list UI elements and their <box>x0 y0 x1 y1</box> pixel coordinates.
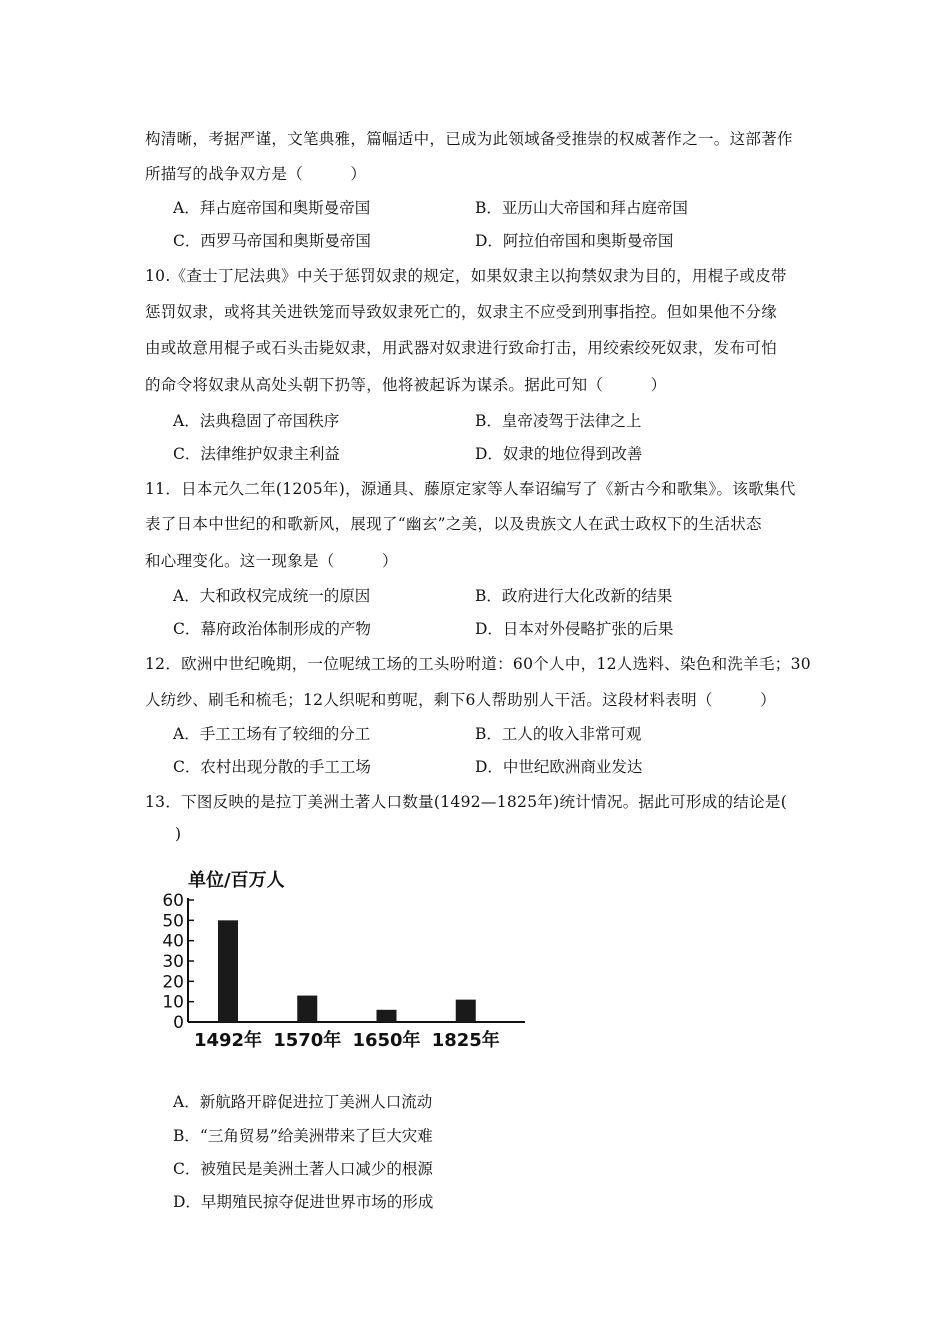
bar <box>218 920 238 1022</box>
y-tick-label: 40 <box>162 931 184 952</box>
q12-option-b[interactable]: B．工人的收入非常可观 <box>475 725 642 743</box>
q10-option-b[interactable]: B．皇帝凌驾于法律之上 <box>475 412 642 430</box>
y-tick-label: 50 <box>162 911 184 932</box>
q9-line-1: 构清晰，考据严谨，文笔典雅，篇幅适中，已成为此领域备受推崇的权威著作之一。这部著作 <box>145 130 793 148</box>
q13-option-d[interactable]: D．早期殖民掠夺促进世界市场的形成 <box>173 1193 434 1211</box>
q13-line-2: ) <box>175 825 182 843</box>
q10-option-d[interactable]: D．奴隶的地位得到改善 <box>475 445 643 463</box>
y-tick-label: 20 <box>162 972 184 993</box>
x-tick-label: 1650年 <box>352 1030 421 1051</box>
q12-line-1: 12．欧洲中世纪晚期，一位呢绒工场的工头吩咐道：60个人中，12人选料、染色和洗羊毛；30 <box>145 655 811 673</box>
q11-option-c[interactable]: C．幕府政治体制形成的产物 <box>173 620 371 638</box>
q9-option-a[interactable]: A．拜占庭帝国和奥斯曼帝国 <box>173 199 371 217</box>
q10-line-2: 惩罚奴隶，或将其关进铁笼而导致奴隶死亡的，奴隶主不应受到刑事指控。但如果他不分缘 <box>145 303 778 321</box>
bar <box>456 1000 476 1022</box>
q11-line-2: 表了日本中世纪的和歌新风，展现了“幽玄”之美，以及贵族文人在武士政权下的生活状态 <box>145 515 762 533</box>
q9-line-2: 所描写的战争双方是（ ） <box>145 165 367 183</box>
q11-option-b[interactable]: B．政府进行大化改新的结果 <box>475 587 673 605</box>
q12-option-c[interactable]: C．农村出现分散的手工工场 <box>173 758 371 776</box>
q10-line-3: 由或故意用棍子或石头击毙奴隶，用武器对奴隶进行致命打击，用绞索绞死奴隶，发布可怕 <box>145 339 778 357</box>
q9-option-c[interactable]: C．西罗马帝国和奥斯曼帝国 <box>173 232 371 250</box>
q11-option-d[interactable]: D．日本对外侵略扩张的后果 <box>475 620 674 638</box>
x-tick-label: 1570年 <box>273 1030 342 1051</box>
y-tick-label: 10 <box>162 992 184 1013</box>
q13-option-b[interactable]: B．“三角贸易”给美洲带来了巨大灾难 <box>173 1127 433 1145</box>
q12-line-2: 人纺纱、刷毛和梳毛；12人织呢和剪呢，剩下6人帮助别人干活。这段材料表明（ ） <box>145 691 776 709</box>
x-tick-label: 1825年 <box>431 1030 500 1051</box>
q9-option-d[interactable]: D．阿拉伯帝国和奥斯曼帝国 <box>475 232 674 250</box>
q11-line-1: 11．日本元久二年(1205年)，源通具、藤原定家等人奉诏编写了《新古今和歌集》。该歌集代 <box>145 480 796 498</box>
chart-title: 单位/百万人 <box>188 870 285 891</box>
q11-line-3: 和心理变化。这一现象是（ ） <box>145 552 398 570</box>
population-bar-chart <box>160 860 540 1060</box>
q11-option-a[interactable]: A．大和政权完成统一的原因 <box>173 587 371 605</box>
q12-option-a[interactable]: A．手工工场有了较细的分工 <box>173 725 371 743</box>
x-tick-label: 1492年 <box>193 1030 263 1051</box>
q10-line-4: 的命令将奴隶从高处头朝下扔等，他将被起诉为谋杀。据此可知（ ） <box>145 376 667 394</box>
q10-option-a[interactable]: A．法典稳固了帝国秩序 <box>173 412 340 430</box>
q13-option-a[interactable]: A．新航路开辟促进拉丁美洲人口流动 <box>173 1093 433 1111</box>
y-tick-label: 30 <box>162 952 184 972</box>
y-tick-label: 60 <box>162 891 184 911</box>
q9-option-b[interactable]: B．亚历山大帝国和拜占庭帝国 <box>475 199 688 217</box>
bar <box>297 996 317 1022</box>
q13-option-c[interactable]: C．被殖民是美洲土著人口减少的根源 <box>173 1160 433 1178</box>
q10-line-1: 10.《查士丁尼法典》中关于惩罚奴隶的规定，如果奴隶主以拘禁奴隶为目的，用棍子或皮带 <box>145 267 787 285</box>
y-tick-label: 0 <box>173 1013 184 1033</box>
q12-option-d[interactable]: D．中世纪欧洲商业发达 <box>475 758 643 776</box>
q10-option-c[interactable]: C．法律维护奴隶主利益 <box>173 445 340 463</box>
bar <box>377 1010 397 1022</box>
q13-line-1: 13．下图反映的是拉丁美洲土著人口数量(1492—1825年)统计情况。据此可形成的结论是( <box>145 793 788 811</box>
